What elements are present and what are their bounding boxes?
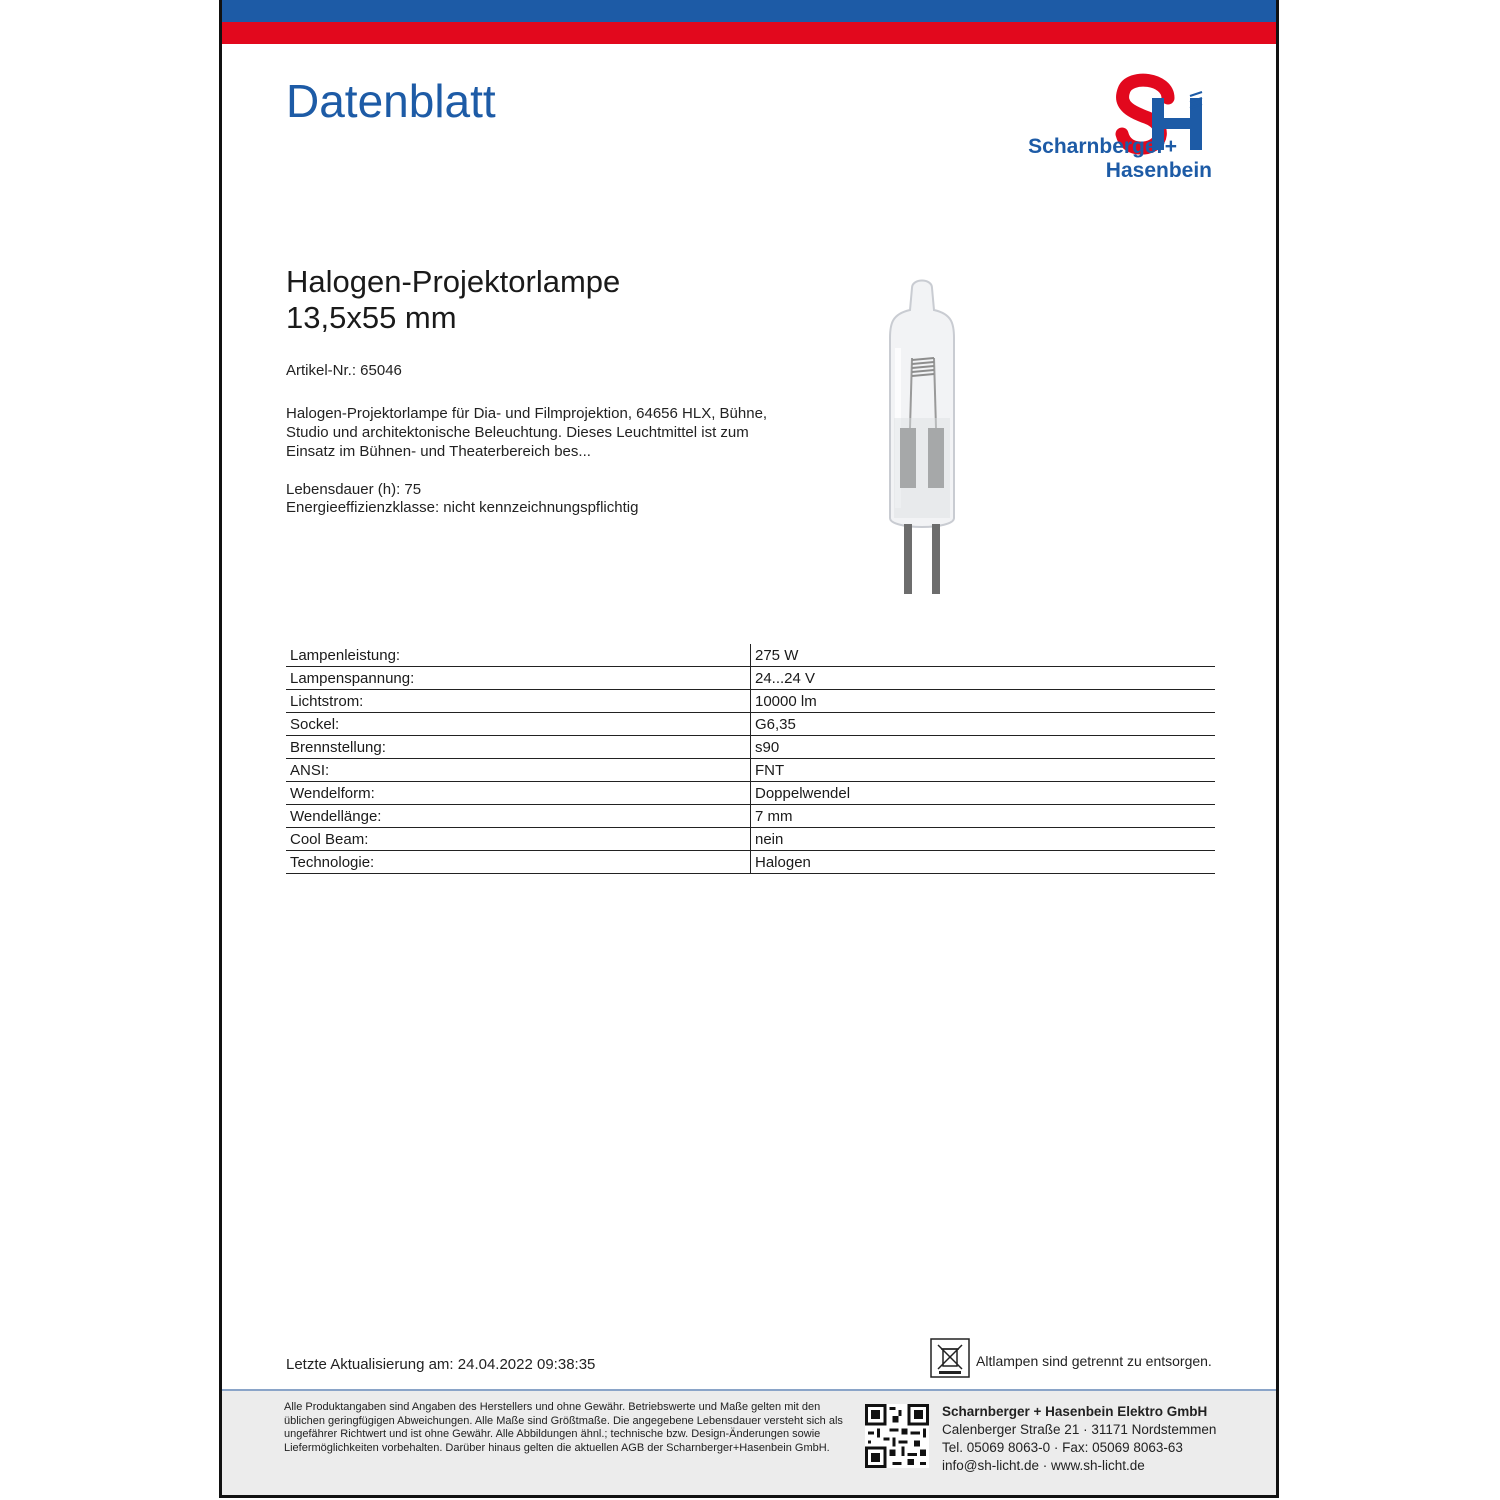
energy-class: Energieeffizienzklasse: nicht kennzeichnungspflichtig [286,499,639,516]
product-title [286,264,620,336]
crossed-bin-icon [930,1338,970,1378]
spec-row [286,782,1215,805]
spec-value: s90 [751,736,1216,759]
disposal-notice [930,1338,1230,1380]
spec-label: Lampenleistung: [286,644,751,667]
spec-label: ANSI: [286,759,751,782]
disposal-text: Altlampen sind getrennt zu entsorgen. [976,1353,1212,1369]
spec-value: 10000 lm [751,690,1216,713]
last-updated: Letzte Aktualisierung am: 24.04.2022 09:38:35 [286,1356,596,1373]
product-description: Halogen-Projektorlampe für Dia- und Filmprojektion, 64656 HLX, Bühne, Studio und architektonische Beleuchtung. Dieses Leuchtmittel ist zum Einsatz im Bühnen- und Theaterbereich bes... [286,405,768,460]
datasheet-page [219,0,1279,1498]
spec-row [286,851,1215,874]
lifetime: Lebensdauer (h): 75 [286,481,422,498]
spec-value: 24...24 V [751,667,1216,690]
spec-row [286,828,1215,851]
article-number: Artikel-Nr.: 65046 [286,362,402,379]
spec-table [286,644,1215,874]
spec-value: Doppelwendel [751,782,1216,805]
company-name: Scharnberger + Hasenbein Elektro GmbH [942,1404,1208,1419]
disclaimer: Alle Produktangaben sind Angaben des Herstellers und ohne Gewähr. Betriebswerte und Maße gelten mit den üblichen geringfügigen Abweichungen. Alle Maße sind Größtmaße. Die angegebene Lebensdauer versteht sich als ungefährer Richtwert und ist ohne Gewähr. Alle Abbildungen ähnl.; technische bzw. Design-Änderungen sowie Liefermöglichkeiten vorbehalten. Darüber hinaus gelten die aktuellen AGB der Scharnberger+Hasenbein GmbH. [284,1401,843,1454]
spec-label: Brennstellung: [286,736,751,759]
header-band-blue [222,0,1276,22]
spec-row [286,805,1215,828]
company-logo [982,68,1222,183]
spec-label: Lichtstrom: [286,690,751,713]
product-title-line2: 13,5x55 mm [286,300,457,335]
spec-row [286,713,1215,736]
company-info [942,1403,1216,1475]
spec-value: 7 mm [751,805,1216,828]
spec-value: 275 W [751,644,1216,667]
spec-row [286,667,1215,690]
logo-name-line1: Scharnberger+ [1028,135,1177,158]
document-title: Datenblatt [286,75,496,127]
company-web: info@sh-licht.de · www.sh-licht.de [942,1458,1145,1473]
logo-name-line2: Hasenbein [1105,159,1212,182]
spec-label: Cool Beam: [286,828,751,851]
footer [222,1389,1276,1498]
lamp-image [862,278,982,598]
spec-row [286,690,1215,713]
product-title-line1: Halogen-Projektorlampe [286,264,621,299]
spec-row [286,736,1215,759]
halogen-lamp-icon [862,278,982,598]
spec-row [286,759,1215,782]
company-address: Calenberger Straße 21 · 31171 Nordstemmen [942,1422,1217,1437]
company-phone: Tel. 05069 8063-0 · Fax: 05069 8063-63 [942,1440,1183,1455]
spec-label: Lampenspannung: [286,667,751,690]
spec-label: Technologie: [286,851,751,874]
spec-label: Sockel: [286,713,751,736]
spec-row [286,644,1215,667]
spec-value: nein [751,828,1216,851]
spec-label: Wendelform: [286,782,751,805]
spec-value: G6,35 [751,713,1216,736]
spec-value: FNT [751,759,1216,782]
qr-code-icon [865,1404,929,1468]
spec-label: Wendellänge: [286,805,751,828]
spec-value: Halogen [751,851,1216,874]
header-band-red [222,22,1276,44]
